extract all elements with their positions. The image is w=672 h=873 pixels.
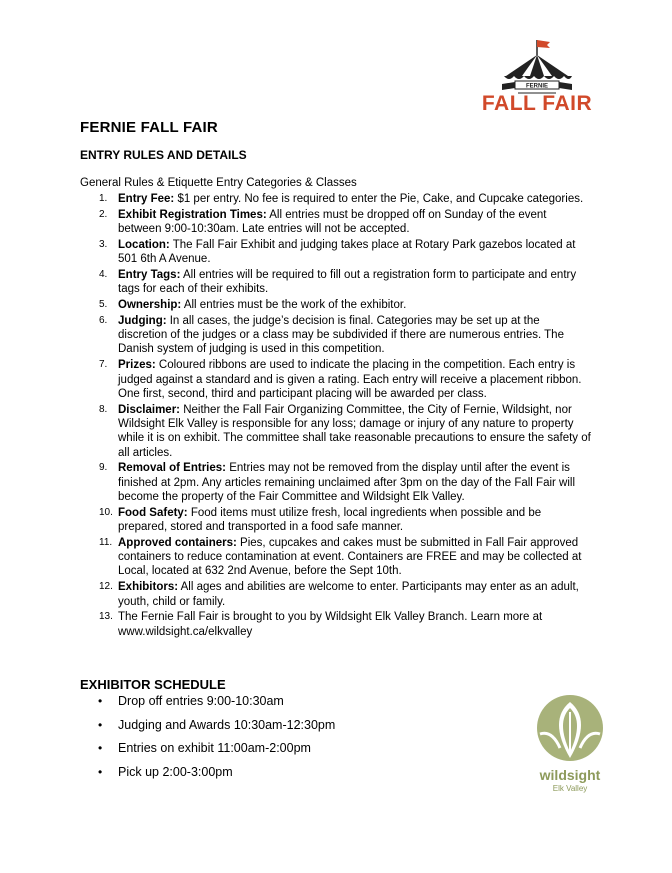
rules-list xyxy=(80,192,592,640)
rule-number: 12. xyxy=(99,581,113,593)
rule-label: Exhibitors: xyxy=(118,581,179,594)
rule-item xyxy=(80,506,592,535)
rule-text: $1 per entry. No fee is required to enter the Pie, Cake, and Cupcake categories. xyxy=(174,193,584,205)
rule-item xyxy=(80,238,592,267)
rule-label: Ownership: xyxy=(118,299,182,312)
rule-item xyxy=(80,536,592,579)
bullet-icon: • xyxy=(98,694,103,708)
rule-item xyxy=(80,192,592,206)
circus-tent-icon xyxy=(492,36,582,98)
schedule-list xyxy=(80,692,335,786)
rule-number: 4. xyxy=(99,268,108,280)
rule-label: Food Safety: xyxy=(118,506,188,519)
rule-item xyxy=(80,403,592,460)
rule-item xyxy=(80,208,592,237)
rule-text: All entries will be required to fill out a registration form to participate and entry tags for each of their exhibits. xyxy=(118,268,577,296)
rule-text: In all cases, the judge’s decision is final. Categories may be set up at the discretion of the judges or a class may be subdivided if there are numerous entries. The Danish system of judging is used in this competition. xyxy=(118,314,564,356)
rule-item xyxy=(80,268,592,297)
schedule-item xyxy=(80,716,335,740)
schedule-item-text: Drop off entries 9:00-10:30am xyxy=(118,694,284,708)
rule-number: 13. xyxy=(99,611,113,623)
fall-fair-logo xyxy=(478,36,596,116)
rule-number: 5. xyxy=(99,299,108,311)
bullet-icon: • xyxy=(98,741,103,755)
rule-item xyxy=(80,358,592,401)
leaf-icon xyxy=(530,690,610,766)
rule-number: 6. xyxy=(99,314,108,326)
rule-label: Prizes: xyxy=(118,359,156,372)
rule-item xyxy=(80,580,592,609)
schedule-item xyxy=(80,739,335,763)
rule-number: 7. xyxy=(99,359,108,371)
schedule-item xyxy=(80,763,335,787)
wildsight-logo-subtext: Elk Valley xyxy=(552,784,588,793)
rule-text: Neither the Fall Fair Organizing Committee, the City of Fernie, Wildsight, nor Wildsight Elk Valley is responsible for any loss; damage or injury of any nature to property while it is on exhibit. The committee shall take reasonable precautions to ensure the safety of all articles. xyxy=(118,403,591,459)
rule-label: Entry Tags: xyxy=(118,268,181,281)
rule-label: Disclaimer: xyxy=(118,403,181,416)
page-subtitle: ENTRY RULES AND DETAILS xyxy=(80,148,247,162)
rule-item xyxy=(80,610,592,639)
rule-number: 1. xyxy=(99,193,108,204)
rule-label: Location: xyxy=(118,238,170,251)
rule-number: 8. xyxy=(99,403,108,415)
schedule-item-text: Entries on exhibit 11:00am-2:00pm xyxy=(118,741,311,755)
wildsight-logo xyxy=(530,690,610,800)
rule-number: 3. xyxy=(99,238,108,250)
rule-text: Pies, cupcakes and cakes must be submitted in Fall Fair approved containers to reduce contamination at event. Containers are FREE and may be collected at Local, located at 632 2nd Avenue, before the Sept 10th. xyxy=(118,536,582,578)
logo-small-text: FERNIE xyxy=(525,83,549,90)
rule-item xyxy=(80,314,592,357)
rule-label: Entry Fee: xyxy=(118,193,175,205)
rule-text: Coloured ribbons are used to indicate the placing in the competition. Each entry is judged against a standard and is given a rating. Each entry will receive a placement ribbon. One first, second, third and participant placing will be awarded per class. xyxy=(118,359,582,400)
rule-text: All ages and abilities are welcome to enter. Participants may enter as an adult, youth, child or family. xyxy=(118,581,579,608)
rule-number: 10. xyxy=(99,506,113,518)
schedule-title: EXHIBITOR SCHEDULE xyxy=(80,677,226,692)
rule-number: 2. xyxy=(99,208,108,220)
rule-item xyxy=(80,298,592,312)
schedule-item-text: Judging and Awards 10:30am-12:30pm xyxy=(118,717,336,732)
bullet-icon: • xyxy=(98,717,103,732)
fall-fair-logo-text: FALL FAIR xyxy=(481,92,593,115)
rule-text: Food items must utilize fresh, local ingredients when possible and be prepared, stored and transported in a food safe manner. xyxy=(118,506,542,534)
rule-label: Approved containers: xyxy=(118,536,237,549)
rule-text: All entries must be the work of the exhibitor. xyxy=(181,299,407,312)
rule-text: The Fernie Fall Fair is brought to you by Wildsight Elk Valley Branch. Learn more at www.wildsight.ca/elkvalley xyxy=(118,611,543,638)
rule-number: 11. xyxy=(99,536,113,548)
rule-text: All entries must be dropped off on Sunday of the event between 9:00-10:30am. Late entries will not be accepted. xyxy=(118,208,547,236)
wildsight-logo-text: wildsight xyxy=(539,767,601,783)
rule-label: Judging: xyxy=(118,314,167,327)
rule-item xyxy=(80,461,592,504)
page-title: FERNIE FALL FAIR xyxy=(80,119,218,136)
rule-text: Entries may not be removed from the display until after the event is finished at 2pm. Any articles remaining unclaimed after 3pm on the day of the Fall Fair will become the property of the Fair Committee and Wildsight Elk Valley. xyxy=(118,462,576,503)
rules-intro: General Rules & Etiquette Entry Categories & Classes xyxy=(80,177,357,189)
rule-number: 9. xyxy=(99,462,108,474)
rule-label: Exhibit Registration Times: xyxy=(118,208,267,221)
rule-text: The Fall Fair Exhibit and judging takes place at Rotary Park gazebos located at 501 6th A Avenue. xyxy=(118,238,576,266)
schedule-item xyxy=(80,692,335,716)
schedule-item-text: Pick up 2:00-3:00pm xyxy=(118,764,233,779)
rule-label: Removal of Entries: xyxy=(118,462,226,475)
bullet-icon: • xyxy=(98,764,103,779)
